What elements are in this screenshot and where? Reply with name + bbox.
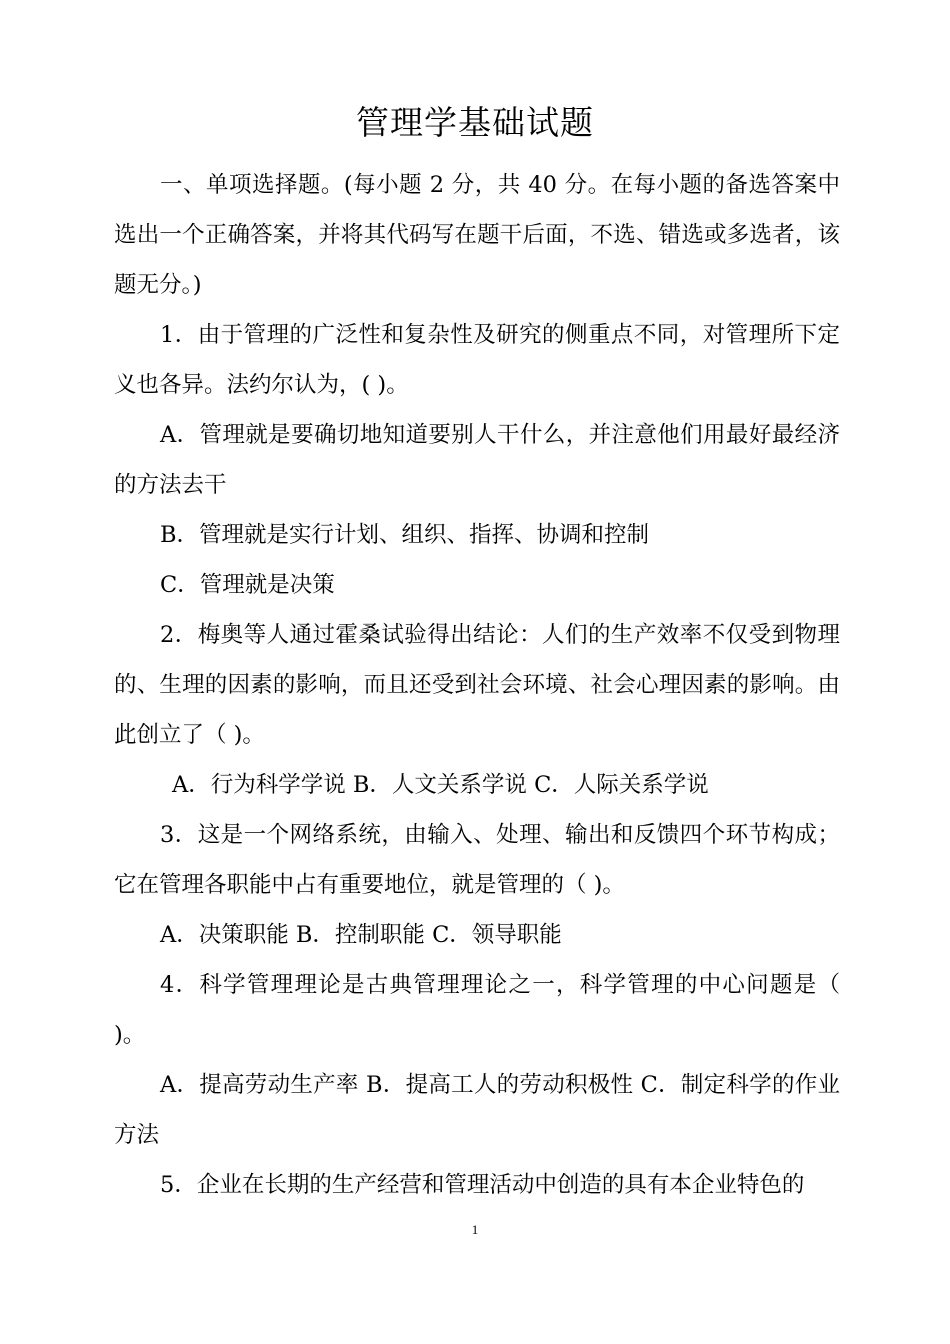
question-1-option-a: A．管理就是要确切地知道要别人干什么，并注意他们用最好最经济的方法去干	[114, 422, 840, 498]
document-body	[114, 160, 840, 1210]
question-2: 2．梅奥等人通过霍桑试验得出结论：人们的生产效率不仅受到物理的、生理的因素的影响，而且还受到社会环境、社会心理因素的影响。由此创立了（ )。	[114, 622, 840, 748]
question-5: 5．企业在长期的生产经营和管理活动中创造的具有本企业特色的	[160, 1172, 805, 1198]
question-1: 1．由于管理的广泛性和复杂性及研究的侧重点不同，对管理所下定义也各异。法约尔认为，( )。	[114, 322, 840, 398]
question-3-options: A．决策职能 B．控制职能 C．领导职能	[160, 922, 562, 948]
question-1-option-b: B．管理就是实行计划、组织、指挥、协调和控制	[160, 522, 650, 548]
question-4: 4．科学管理理论是古典管理理论之一，科学管理的中心问题是（ )。	[114, 972, 840, 1048]
page-number: 1	[471, 1222, 479, 1237]
question-4-options: A．提高劳动生产率 B．提高工人的劳动积极性 C．制定科学的作业方法	[114, 1072, 840, 1148]
question-2-options: A．行为科学学说 B．人文关系学说 C．人际关系学说	[172, 772, 709, 798]
document-title: 管理学基础试题	[356, 103, 594, 142]
section-instructions: 一、单项选择题。(每小题 2 分，共 40 分。在每小题的备选答案中选出一个正确答案，并将其代码写在题干后面，不选、错选或多选者，该题无分。)	[114, 172, 840, 298]
question-1-option-c: C．管理就是决策	[160, 572, 335, 598]
question-3: 3．这是一个网络系统，由输入、处理、输出和反馈四个环节构成；它在管理各职能中占有重要地位，就是管理的（ )。	[114, 822, 840, 898]
